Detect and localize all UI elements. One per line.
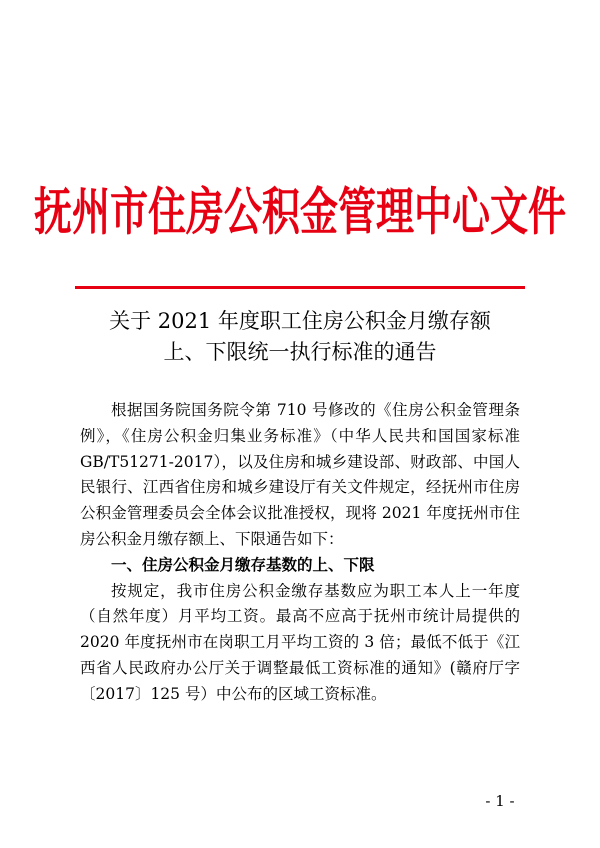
document-body [80, 398, 520, 708]
document-title [60, 306, 540, 368]
paragraph-section-1: 按规定，我市住房公积金缴存基数应为职工本人上一年度（自然年度）月平均工资。最高不应高于抚州市统计局提供的 2020 年度抚州市在岗职工月平均工资的 3 倍；最低不低于《江西省人民政府办公厅关于调整最低工资标准的通知》(赣府厅字〔2017〕125 号）中公布的区域工资标准。 [80, 581, 520, 703]
masthead: 抚州市住房公积金管理中心文件 [33, 182, 566, 242]
title-line-2: 上、下限统一执行标准的通告 [163, 340, 437, 364]
title-line-1: 关于 2021 年度职工住房公积金月缴存额 [109, 309, 491, 333]
page-number: - 1 - [485, 792, 515, 810]
red-divider [75, 286, 525, 289]
section-heading-1: 一、住房公积金月缴存基数的上、下限 [111, 555, 375, 574]
paragraph-intro: 根据国务院国务院令第 710 号修改的《住房公积金管理条例》，《住房公积金归集业务标准》（中华人民共和国国家标准 GB/T51271-2017），以及住房和城乡建设部、财政部、中国人民银行、江西省住房和城乡建设厅有关文件规定，经抚州市住房公积金管理委员会全体会议批准授权，现将 2021 年度抚州市住房公积金月缴存额上、下限通告如下： [80, 401, 520, 548]
